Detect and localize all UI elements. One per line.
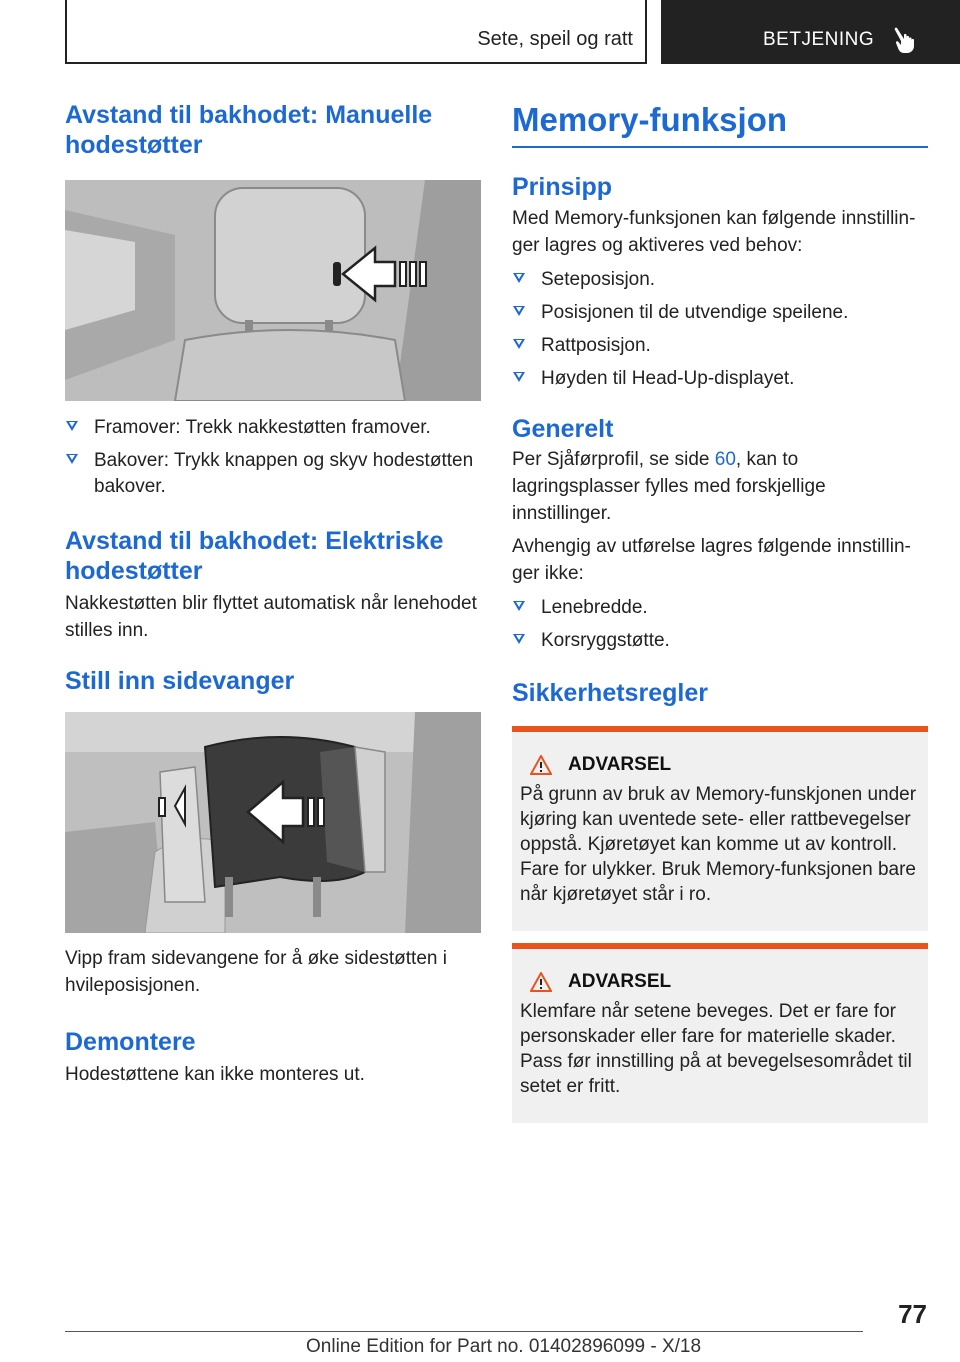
heading-general: Generelt: [512, 415, 614, 443]
list-item: Rattposisjon.: [512, 333, 928, 359]
warning-triangle-icon: [530, 972, 552, 992]
triangle-bullet-icon: [513, 306, 525, 316]
warning-box: [512, 726, 928, 931]
triangle-bullet-icon: [513, 339, 525, 349]
list-item: Seteposisjon.: [512, 267, 928, 293]
side-wings-text: Vipp fram sidevangene for å øke sidestøtten i hvileposisjonen.: [65, 948, 447, 996]
triangle-bullet-icon: [513, 634, 525, 644]
title-rule: [512, 146, 928, 148]
heading-principle: Prinsipp: [512, 173, 613, 201]
warning-text: På grunn av bruk av Memory-funskjonen under kjøring kan uventede sete- eller rattbevegelser oppstå. Kjøretøyet kan komme ut av kontroll. Fare for ulykker. Bruk Memory-funksjonen bare når kjøretøyet står i ro.: [520, 784, 917, 905]
page-header: [65, 0, 960, 66]
heading-remove: Demontere: [65, 1028, 196, 1056]
heading-electric-headrests: Avstand til bakhodet: Elektriske hodestøtter: [65, 527, 444, 585]
triangle-bullet-icon: [513, 372, 525, 382]
list-item: Korsryggstøtte.: [512, 628, 928, 654]
list-item: Lenebredde.: [512, 595, 928, 621]
warning-triangle-icon: [530, 755, 552, 775]
general-text: Per Sjåførprofil, se side 60, kan to lagringsplasser fylles med forskjellige innstillinger.: [512, 449, 826, 524]
footer-rule: [65, 1331, 863, 1332]
heading-side-wings: Still inn sidevanger: [65, 667, 295, 695]
manual-headrest-photo: [65, 180, 481, 401]
side-wings-photo: [65, 712, 481, 933]
warning-box: [512, 943, 928, 1123]
page-number: 77: [898, 1299, 927, 1329]
header-chapter-box: [661, 0, 960, 64]
left-column: [65, 100, 481, 1088]
general-bullet-list: [512, 595, 928, 654]
header-section-title: Sete, speil og ratt: [477, 28, 633, 50]
warning-text: Klemfare når setene beveges. Det er fare for personskader eller fare for materielle skader. Pass før innstilling på at bevegelsesområdet til setet er fritt.: [520, 1001, 912, 1097]
manual-headrest-illustration: [65, 180, 481, 401]
heading-safety: Sikkerhetsregler: [512, 679, 708, 707]
triangle-bullet-icon: [66, 421, 78, 431]
remove-text: Hodestøttene kan ikke monteres ut.: [65, 1064, 365, 1085]
list-item: Posisjonen til de utvendige speilene.: [512, 300, 928, 326]
right-column: [512, 100, 928, 1123]
header-chapter-title: BETJENING: [763, 29, 875, 50]
pointing-hand-icon: [893, 26, 919, 54]
warning-title: ADVARSEL: [520, 971, 920, 993]
manual-bullet-list: [65, 415, 481, 500]
side-wings-illustration: [65, 712, 481, 933]
triangle-bullet-icon: [66, 454, 78, 464]
page-reference-link[interactable]: 60: [714, 449, 736, 470]
list-item: Høyden til Head-Up-displayet.: [512, 366, 928, 392]
triangle-bullet-icon: [513, 273, 525, 283]
heading-manual-headrests: Avstand til bakhodet: Manuelle hodestøtter: [65, 101, 433, 159]
header-section-box: [65, 0, 647, 64]
principle-bullet-list: [512, 267, 928, 392]
list-item: Bakover: Trykk knappen og skyv hodestøtten bakover.: [65, 448, 481, 500]
edition-note: Online Edition for Part no. 01402896099 - X/18: [306, 1336, 702, 1357]
general-text-2: Avhengig av utførelse lagres følgende innstillin-ger ikke:: [512, 536, 911, 584]
memory-function-title: Memory-funksjon: [512, 101, 788, 138]
electric-text: Nakkestøtten blir flyttet automatisk når lenehodet stilles inn.: [65, 593, 477, 641]
warning-title: ADVARSEL: [520, 754, 920, 776]
principle-text: Med Memory-funksjonen kan følgende innstillin-ger lagres og aktiveres ved behov:: [512, 208, 916, 256]
list-item: Framover: Trekk nakkestøtten framover.: [65, 415, 481, 441]
triangle-bullet-icon: [513, 601, 525, 611]
